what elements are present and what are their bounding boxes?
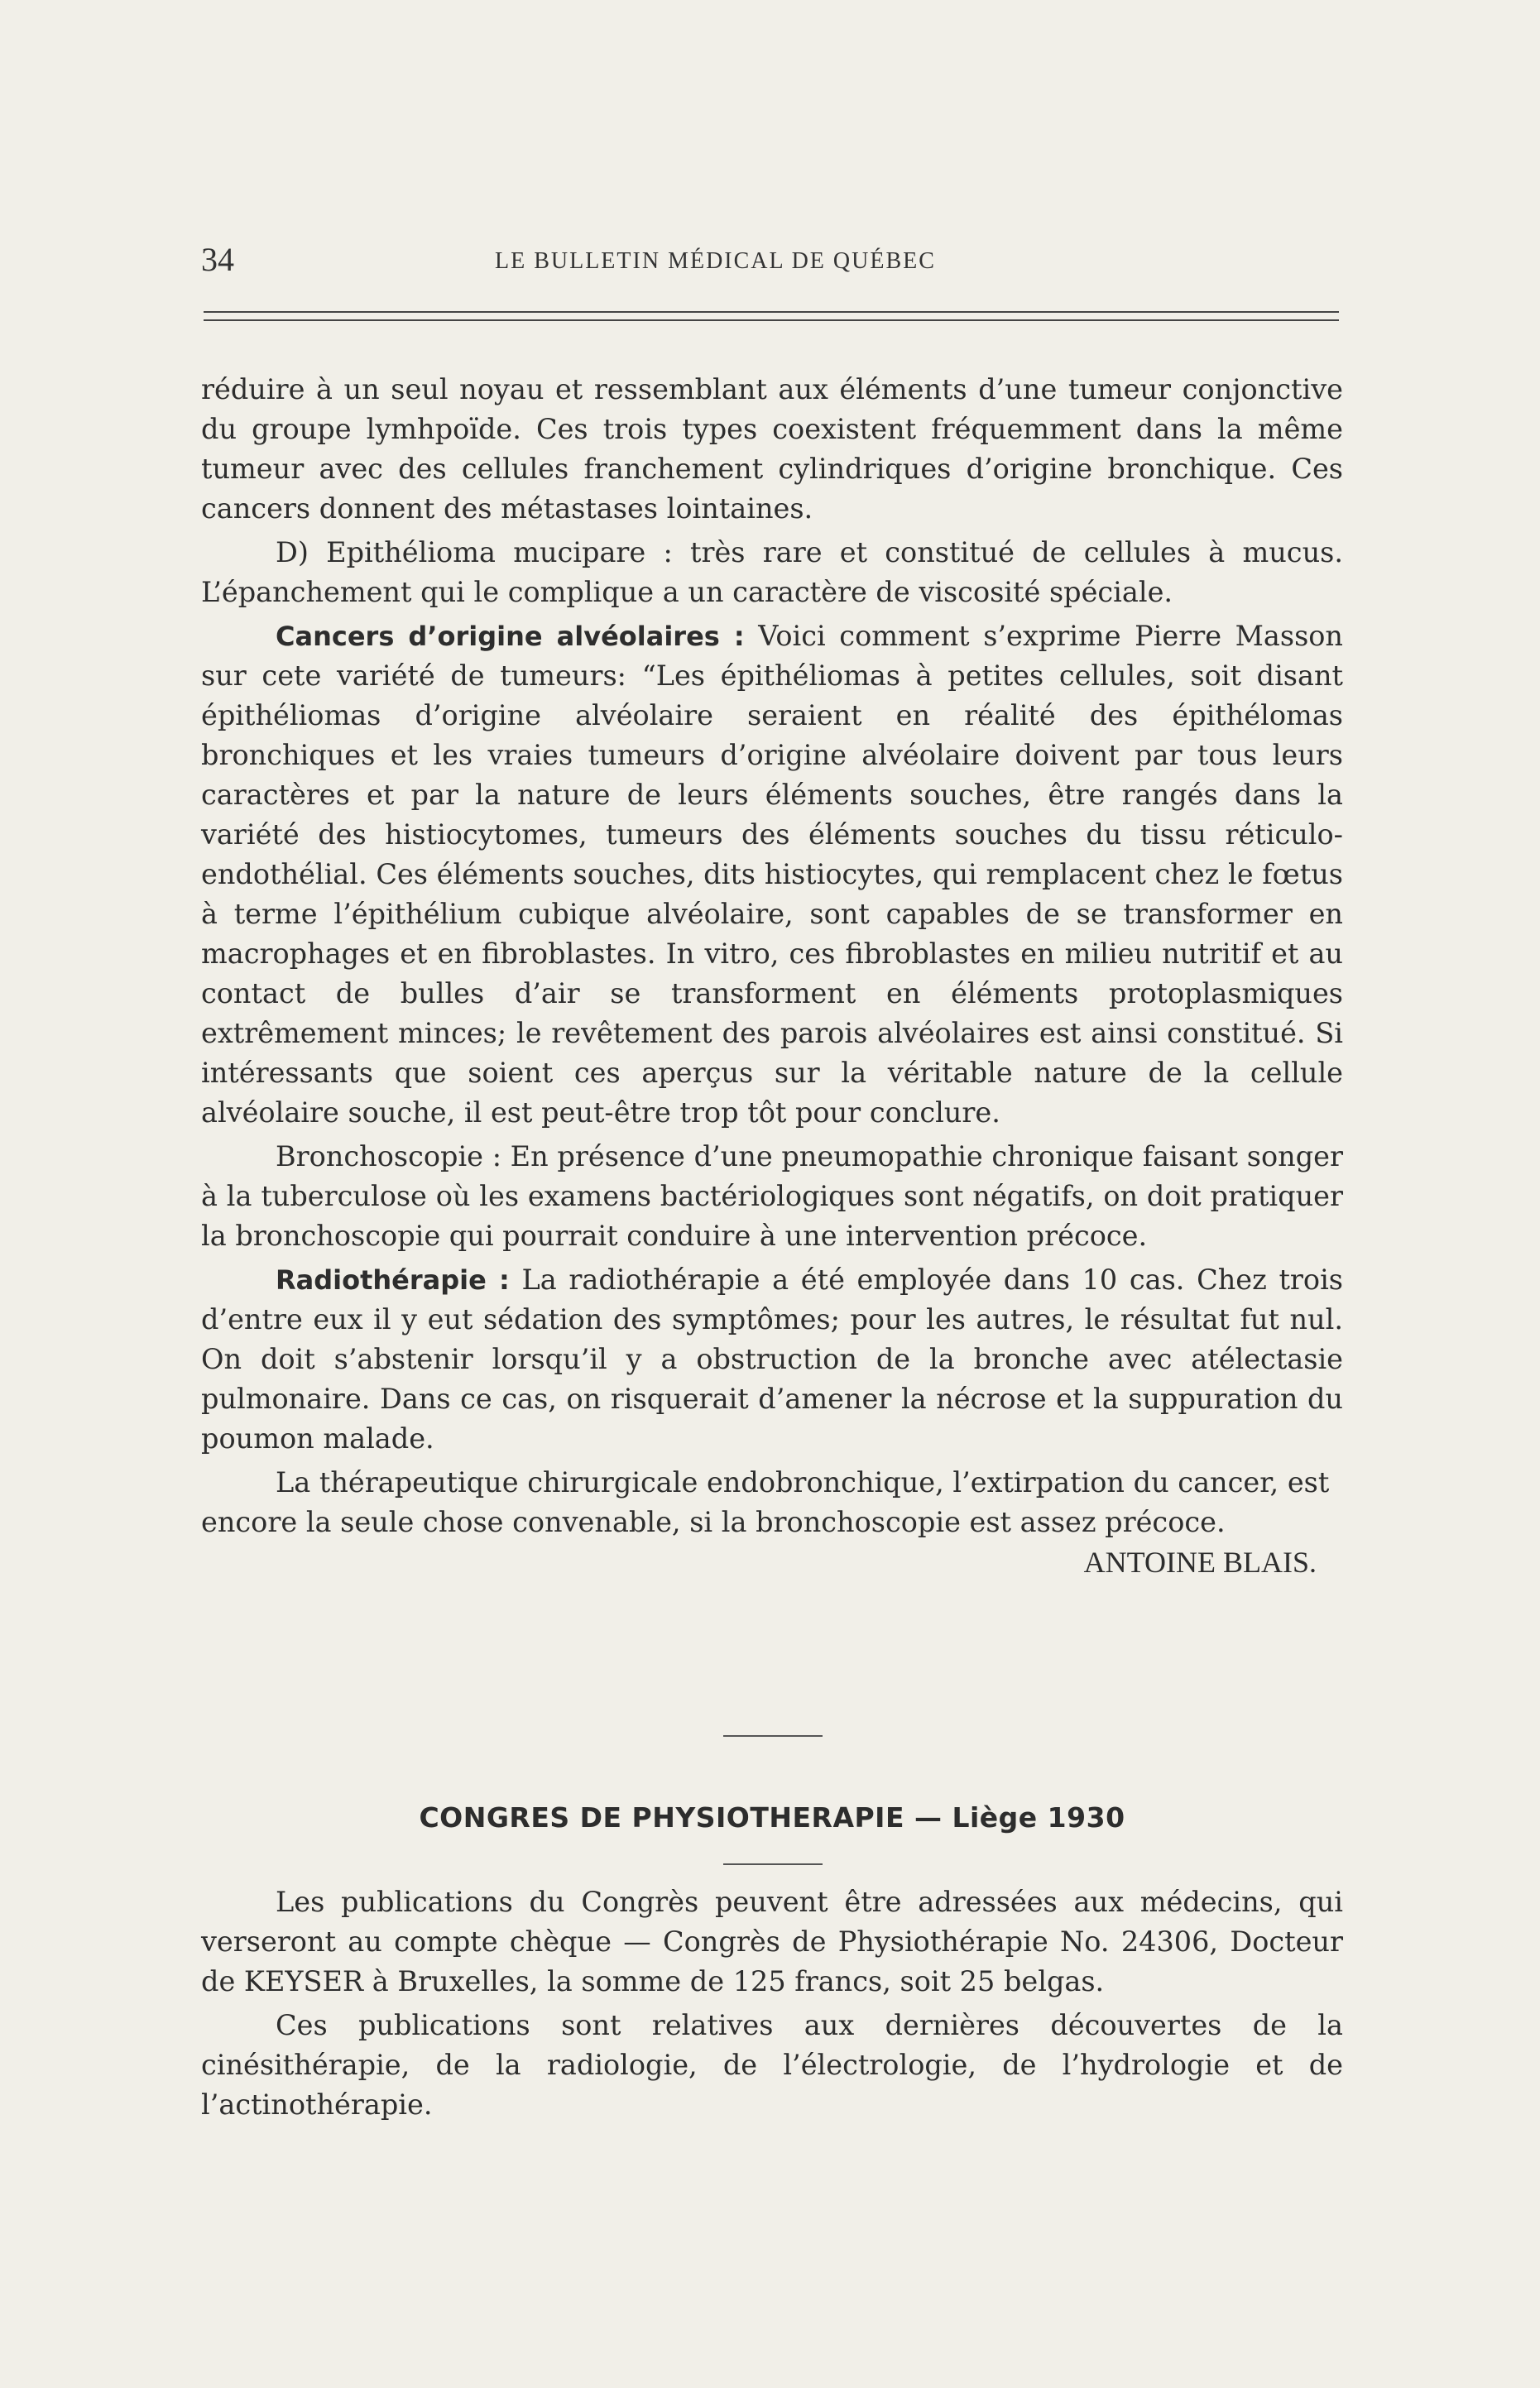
article-paragraph-text: La radiothérapie a été employée dans 10 cas. Chez trois d’entre eux il y eut sédation des symptômes; pour les autres, le résultat fut nul. On doit s’abstenir lorsqu’il y a obstruction de la bronche avec atélectasie pulmonaire. Dans ce cas, on risquerait d’amener la nécrose et la suppuration du poumon malade. [201, 1264, 1343, 1455]
congress-body [201, 1882, 1343, 2129]
section-heading-radiotherapy: Radiothérapie : [276, 1264, 510, 1296]
congress-title: CONGRES DE PHYSIOTHERAPIE — Liège 1930 [419, 1801, 1125, 1834]
page-header [201, 223, 1343, 281]
article-paragraph: Bronchoscopie : En présence d’une pneumopathie chronique faisant songer à la tuberculose où les examens bactériologiques sont négatifs, on doit pratiquer la bronchoscopie qui pourrait conduire à une intervention précoce. [201, 1140, 1343, 1252]
congress-paragraph: Ces publications sont relatives aux dernières découvertes de la cinésithérapie, de la radiologie, de l’électrologie, de l’hydrologie et de l’actinothérapie. [201, 2009, 1343, 2121]
article-paragraph [201, 1463, 1343, 1579]
section-separator [723, 1735, 823, 1737]
page-number: 34 [201, 241, 234, 278]
article-body [201, 370, 1343, 1582]
journal-title: LE BULLETIN MÉDICAL DE QUÉBEC [495, 248, 936, 274]
section-heading-alveolar: Cancers d’origine alvéolaires : [276, 621, 745, 652]
article-paragraph [201, 1260, 1343, 1459]
article-paragraph [201, 616, 1343, 1133]
article-paragraph-text: Voici comment s’exprime Pierre Masson sur cete variété de tumeurs: “Les épithéliomas à petites cellules, soit disant épithéliomas d’origine alvéolaire seraient en réalité des épithélomas bronchiques et les vraies tumeurs d’origine alvéolaire doivent par tous leurs caractères et par la nature de leurs éléments souches, être rangés dans la variété des histiocytomes, tumeurs des éléments souches du tissu réticulo-endothélial. Ces éléments souches, dits histiocytes, qui remplacent chez le fœtus à terme l’épithélium cubique alvéolaire, sont capables de se transformer en macrophages et en fibroblastes. In vitro, ces fibroblastes en milieu nutritif et au contact de bulles d’air se transforment en éléments protoplasmiques extrêmement minces; le revêtement des parois alvéolaires est ainsi constitué. Si intéressants que soient ces aperçus sur la véritable nature de la cellule alvéolaire souche, il est peut-être trop tôt pour conclure. [201, 620, 1344, 1129]
header-rule-top [204, 311, 1339, 313]
author-signature: ANTOINE BLAIS. [1083, 1546, 1317, 1579]
congress-paragraph: Les publications du Congrès peuvent être adressées aux médecins, qui verseront au compte chèque — Congrès de Physiothérapie No. 24306, Docteur de KEYSER à Bruxelles, la somme de 125 francs, soit 25 belgas. [201, 1886, 1343, 1997]
article-paragraph: D) Epithélioma mucipare : très rare et constitué de cellules à mucus. L’épanchement qui le complique a un caractère de viscosité spéciale. [201, 536, 1343, 608]
header-rule-bottom [204, 319, 1339, 321]
title-underline [723, 1863, 823, 1865]
article-paragraph-text: La thérapeutique chirurgicale endobronchique, l’extirpation du cancer, est encore la seule chose convenable, si la bronchoscopie est assez précoce. [201, 1466, 1330, 1538]
article-paragraph: réduire à un seul noyau et ressemblant aux éléments d’une tumeur conjonctive du groupe lymhpoïde. Ces trois types coexistent fréquemment dans la même tumeur avec des cellules franchement cylindriques d’origine bronchique. Ces cancers donnent des métastases lointaines. [201, 373, 1343, 525]
